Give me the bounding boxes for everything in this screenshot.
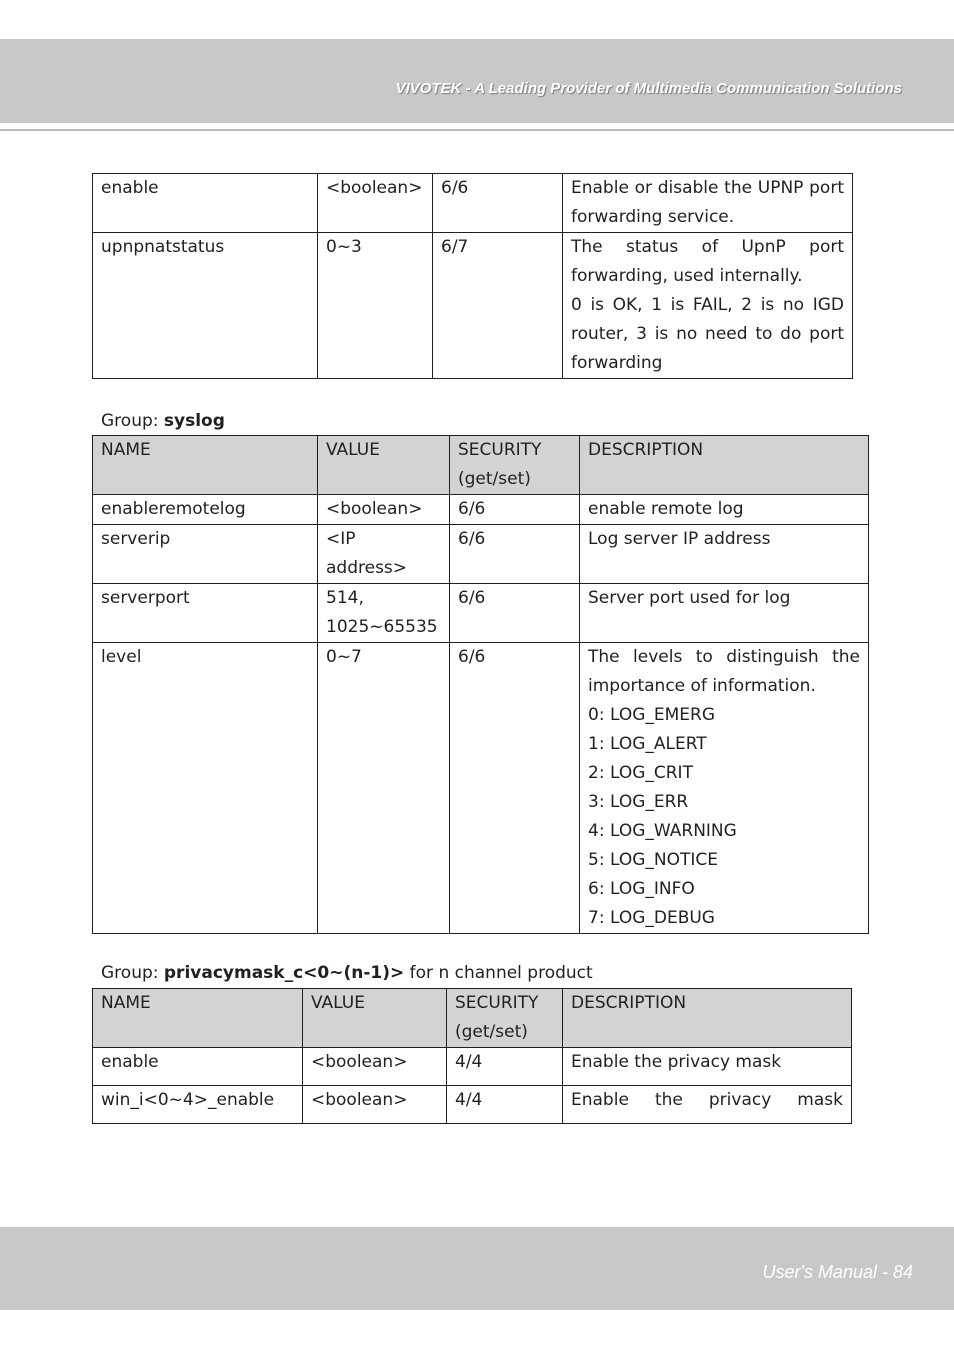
param-security: 6/6 — [450, 495, 580, 525]
param-name: enableremotelog — [93, 495, 318, 525]
column-header-name: NAME — [93, 989, 303, 1048]
description-line: 6: LOG_INFO — [588, 879, 695, 899]
param-description — [563, 1086, 852, 1124]
param-value: <boolean> — [303, 1048, 447, 1086]
param-name: enable — [93, 1048, 303, 1086]
table-row — [93, 174, 853, 233]
param-description — [563, 1048, 852, 1086]
param-name: enable — [93, 174, 318, 233]
param-value: <IP address> — [318, 525, 450, 584]
param-description — [580, 643, 869, 934]
param-value: <boolean> — [318, 174, 433, 233]
description-line: 0 is OK, 1 is FAIL, 2 is no IGD router, 3 is no need to do port forwarding — [571, 295, 844, 373]
param-security: 6/6 — [433, 174, 563, 233]
param-security: 6/6 — [450, 643, 580, 934]
param-security: 6/7 — [433, 233, 563, 379]
param-description — [563, 174, 853, 233]
table-row — [93, 1086, 852, 1124]
param-name: serverip — [93, 525, 318, 584]
description-line: Enable the privacy mask — [571, 1052, 782, 1072]
param-description — [580, 495, 869, 525]
column-header-description: DESCRIPTION — [580, 436, 869, 495]
column-header-security: SECURITY (get/set) — [447, 989, 563, 1048]
param-name: win_i<0~4>_enable — [93, 1086, 303, 1124]
description-line: Enable or disable the UPNP port forwarding service. — [571, 178, 844, 227]
column-header-value: VALUE — [318, 436, 450, 495]
param-value: 0~3 — [318, 233, 433, 379]
description-line: The status of UpnP port forwarding, used internally. — [571, 237, 844, 286]
param-name: level — [93, 643, 318, 934]
group-prefix: Group: — [101, 963, 164, 983]
param-description — [580, 525, 869, 584]
description-line: The levels to distinguish the importance of information. — [588, 647, 860, 696]
param-description — [580, 584, 869, 643]
param-security: 6/6 — [450, 525, 580, 584]
table-row — [93, 1048, 852, 1086]
param-value: <boolean> — [318, 495, 450, 525]
group-name: privacymask_c<0~(n-1)> — [163, 963, 405, 983]
description-line: enable remote log — [588, 499, 744, 519]
table-header-row — [93, 436, 869, 495]
group-label-privacymask — [101, 962, 593, 984]
description-line: 5: LOG_NOTICE — [588, 850, 718, 870]
column-header-description: DESCRIPTION — [563, 989, 852, 1048]
group-suffix: for n channel product — [404, 963, 593, 983]
description-line: 3: LOG_ERR — [588, 792, 689, 812]
privacymask-table — [92, 988, 852, 1124]
param-security: 4/4 — [447, 1086, 563, 1124]
table-row — [93, 495, 869, 525]
table-row — [93, 584, 869, 643]
description-line: 1: LOG_ALERT — [588, 734, 707, 754]
description-line: 7: LOG_DEBUG — [588, 908, 715, 928]
description-line: 2: LOG_CRIT — [588, 763, 693, 783]
param-name: upnpnatstatus — [93, 233, 318, 379]
param-value: <boolean> — [303, 1086, 447, 1124]
group-name: syslog — [163, 411, 225, 431]
page-footer: User's Manual - 84 — [762, 1262, 913, 1282]
column-header-name: NAME — [93, 436, 318, 495]
param-name: serverport — [93, 584, 318, 643]
group-label-syslog — [101, 410, 225, 432]
syslog-table — [92, 435, 869, 934]
column-header-security: SECURITY (get/set) — [450, 436, 580, 495]
upnp-table — [92, 173, 853, 379]
header-title: VIVOTEK - A Leading Provider of Multimedia Communication Solutions — [395, 80, 902, 97]
description-line: 4: LOG_WARNING — [588, 821, 737, 841]
group-prefix: Group: — [101, 411, 164, 431]
param-security: 4/4 — [447, 1048, 563, 1086]
table-header-row — [93, 989, 852, 1048]
description-line: Server port used for log — [588, 588, 791, 608]
description-line: Log server IP address — [588, 529, 771, 549]
description-line: Enable the privacy mask — [571, 1090, 843, 1110]
param-value: 514, 1025~65535 — [318, 584, 450, 643]
table-row — [93, 643, 869, 934]
param-security: 6/6 — [450, 584, 580, 643]
description-line: 0: LOG_EMERG — [588, 705, 716, 725]
table-row — [93, 525, 869, 584]
column-header-value: VALUE — [303, 989, 447, 1048]
param-value: 0~7 — [318, 643, 450, 934]
table-row — [93, 233, 853, 379]
param-description — [563, 233, 853, 379]
header-divider — [0, 129, 954, 131]
